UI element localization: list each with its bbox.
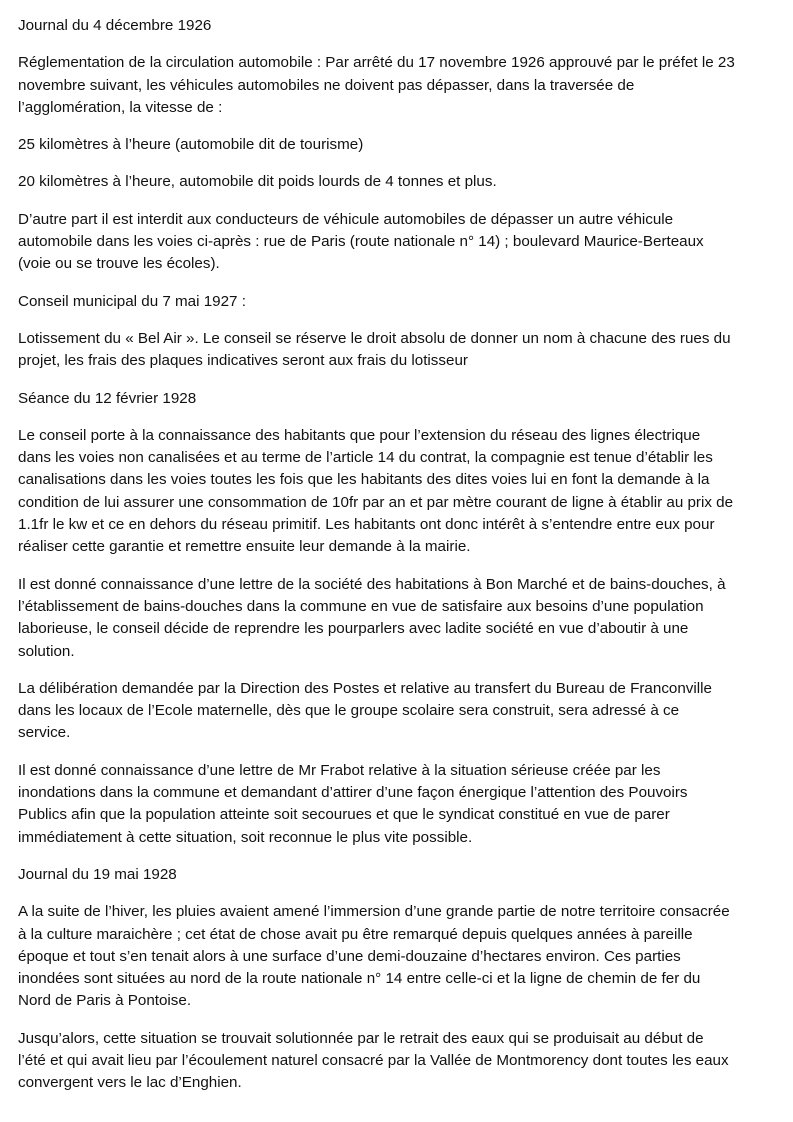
session-heading-1928: Séance du 12 février 1928 [18, 389, 197, 407]
paragraph-electric-network: Le conseil porte à la connaissance des habitants que pour l’extension du réseau des lignes électrique dans les voies non canalisées et au terme de l’article 14 du contrat, la compagnie est tenue d’établir les canalisations dans les voies toutes les fois que les habitants des dites voies lui en font la demande à la condition de lui assurer une consommation de 10fr par an et par mètre courant de ligne à établir au prix de 1.1fr le kw et ce en dehors du réseau primitif. Les habitants ont donc intérêt à s’entendre entre eux pour réaliser cette garantie et remettre ensuite leur demande à la mairie. [18, 426, 734, 556]
paragraph-bel-air: Lotissement du « Bel Air ». Le conseil se réserve le droit absolu de donner un nom à chacune des rues du projet, les frais des plaques indicatives seront aux frais du lotisseur [18, 329, 731, 370]
paragraph-overtaking: D’autre part il est interdit aux conducteurs de véhicule automobiles de dépasser un autre véhicule automobile dans les voies ci-après : rue de Paris (route nationale n° 14) ; boulevard Maurice-Berteaux (voie ou se trouve les écoles). [18, 210, 704, 273]
paragraph-frabot-letter: Il est donné connaissance d’une lettre de Mr Frabot relative à la situation sérieuse créée par les inondations dans la commune et demandant d’attirer d’une façon énergique l’attention des Pouvoirs Publics afin que la population atteinte soit secourues et que le syndicat constitué en vue de parer immédiatement à cette situation, soit reconnue le plus vite possible. [18, 761, 688, 846]
paragraph-postes: La délibération demandée par la Direction des Postes et relative au transfert du Bureau de Franconville dans les locaux de l’Ecole maternelle, dès que le groupe scolaire sera construit, sera adressé à ce service. [18, 679, 712, 742]
paragraph-flooding: A la suite de l’hiver, les pluies avaient amené l’immersion d’une grande partie de notre territoire consacrée à la culture maraichère ; cet état de chose avait pu être remarqué depuis quelques années à pareille époque et tout s’en tenait alors à une surface d’une demi-douzaine d’hectares environ. Ces parties inondées sont situées au nord de la route nationale n° 14 entre celle-ci et la ligne de chemin de fer du Nord de Paris à Pontoise. [18, 903, 730, 1010]
council-heading-1927: Conseil municipal du 7 mai 1927 : [18, 292, 246, 310]
journal-heading-1928: Journal du 19 mai 1928 [18, 865, 177, 883]
document-page [18, 15, 780, 1110]
paragraph-water-retreat: Jusqu’alors, cette situation se trouvait solutionnée par le retrait des eaux qui se produisait au début de l’été et qui avait lieu par l’écoulement naturel consacré par la Vallée de Montmorency dont toutes les eaux convergent vers le lac d’Enghien. [18, 1029, 729, 1092]
paragraph-bains-douches: Il est donné connaissance d’une lettre de la société des habitations à Bon Marché et de bains-douches, à l’établissement de bains-douches dans la commune en vue de satisfaire aux besoins d’une population laborieuse, le conseil décide de reprendre les pourparlers avec ladite société en vue d’aboutir à une solution. [18, 575, 726, 660]
paragraph-speed-tourism: 25 kilomètres à l’heure (automobile dit de tourisme) [18, 136, 364, 154]
paragraph-speed-heavy: 20 kilomètres à l’heure, automobile dit poids lourds de 4 tonnes et plus. [18, 173, 497, 191]
paragraph-regulation: Réglementation de la circulation automobile : Par arrêté du 17 novembre 1926 approuvé par le préfet le 23 novembre suivant, les véhicules automobiles ne doivent pas dépasser, dans la traversée de l’agglomération, la vitesse de : [18, 54, 735, 116]
journal-heading-1926: Journal du 4 décembre 1926 [18, 17, 212, 34]
